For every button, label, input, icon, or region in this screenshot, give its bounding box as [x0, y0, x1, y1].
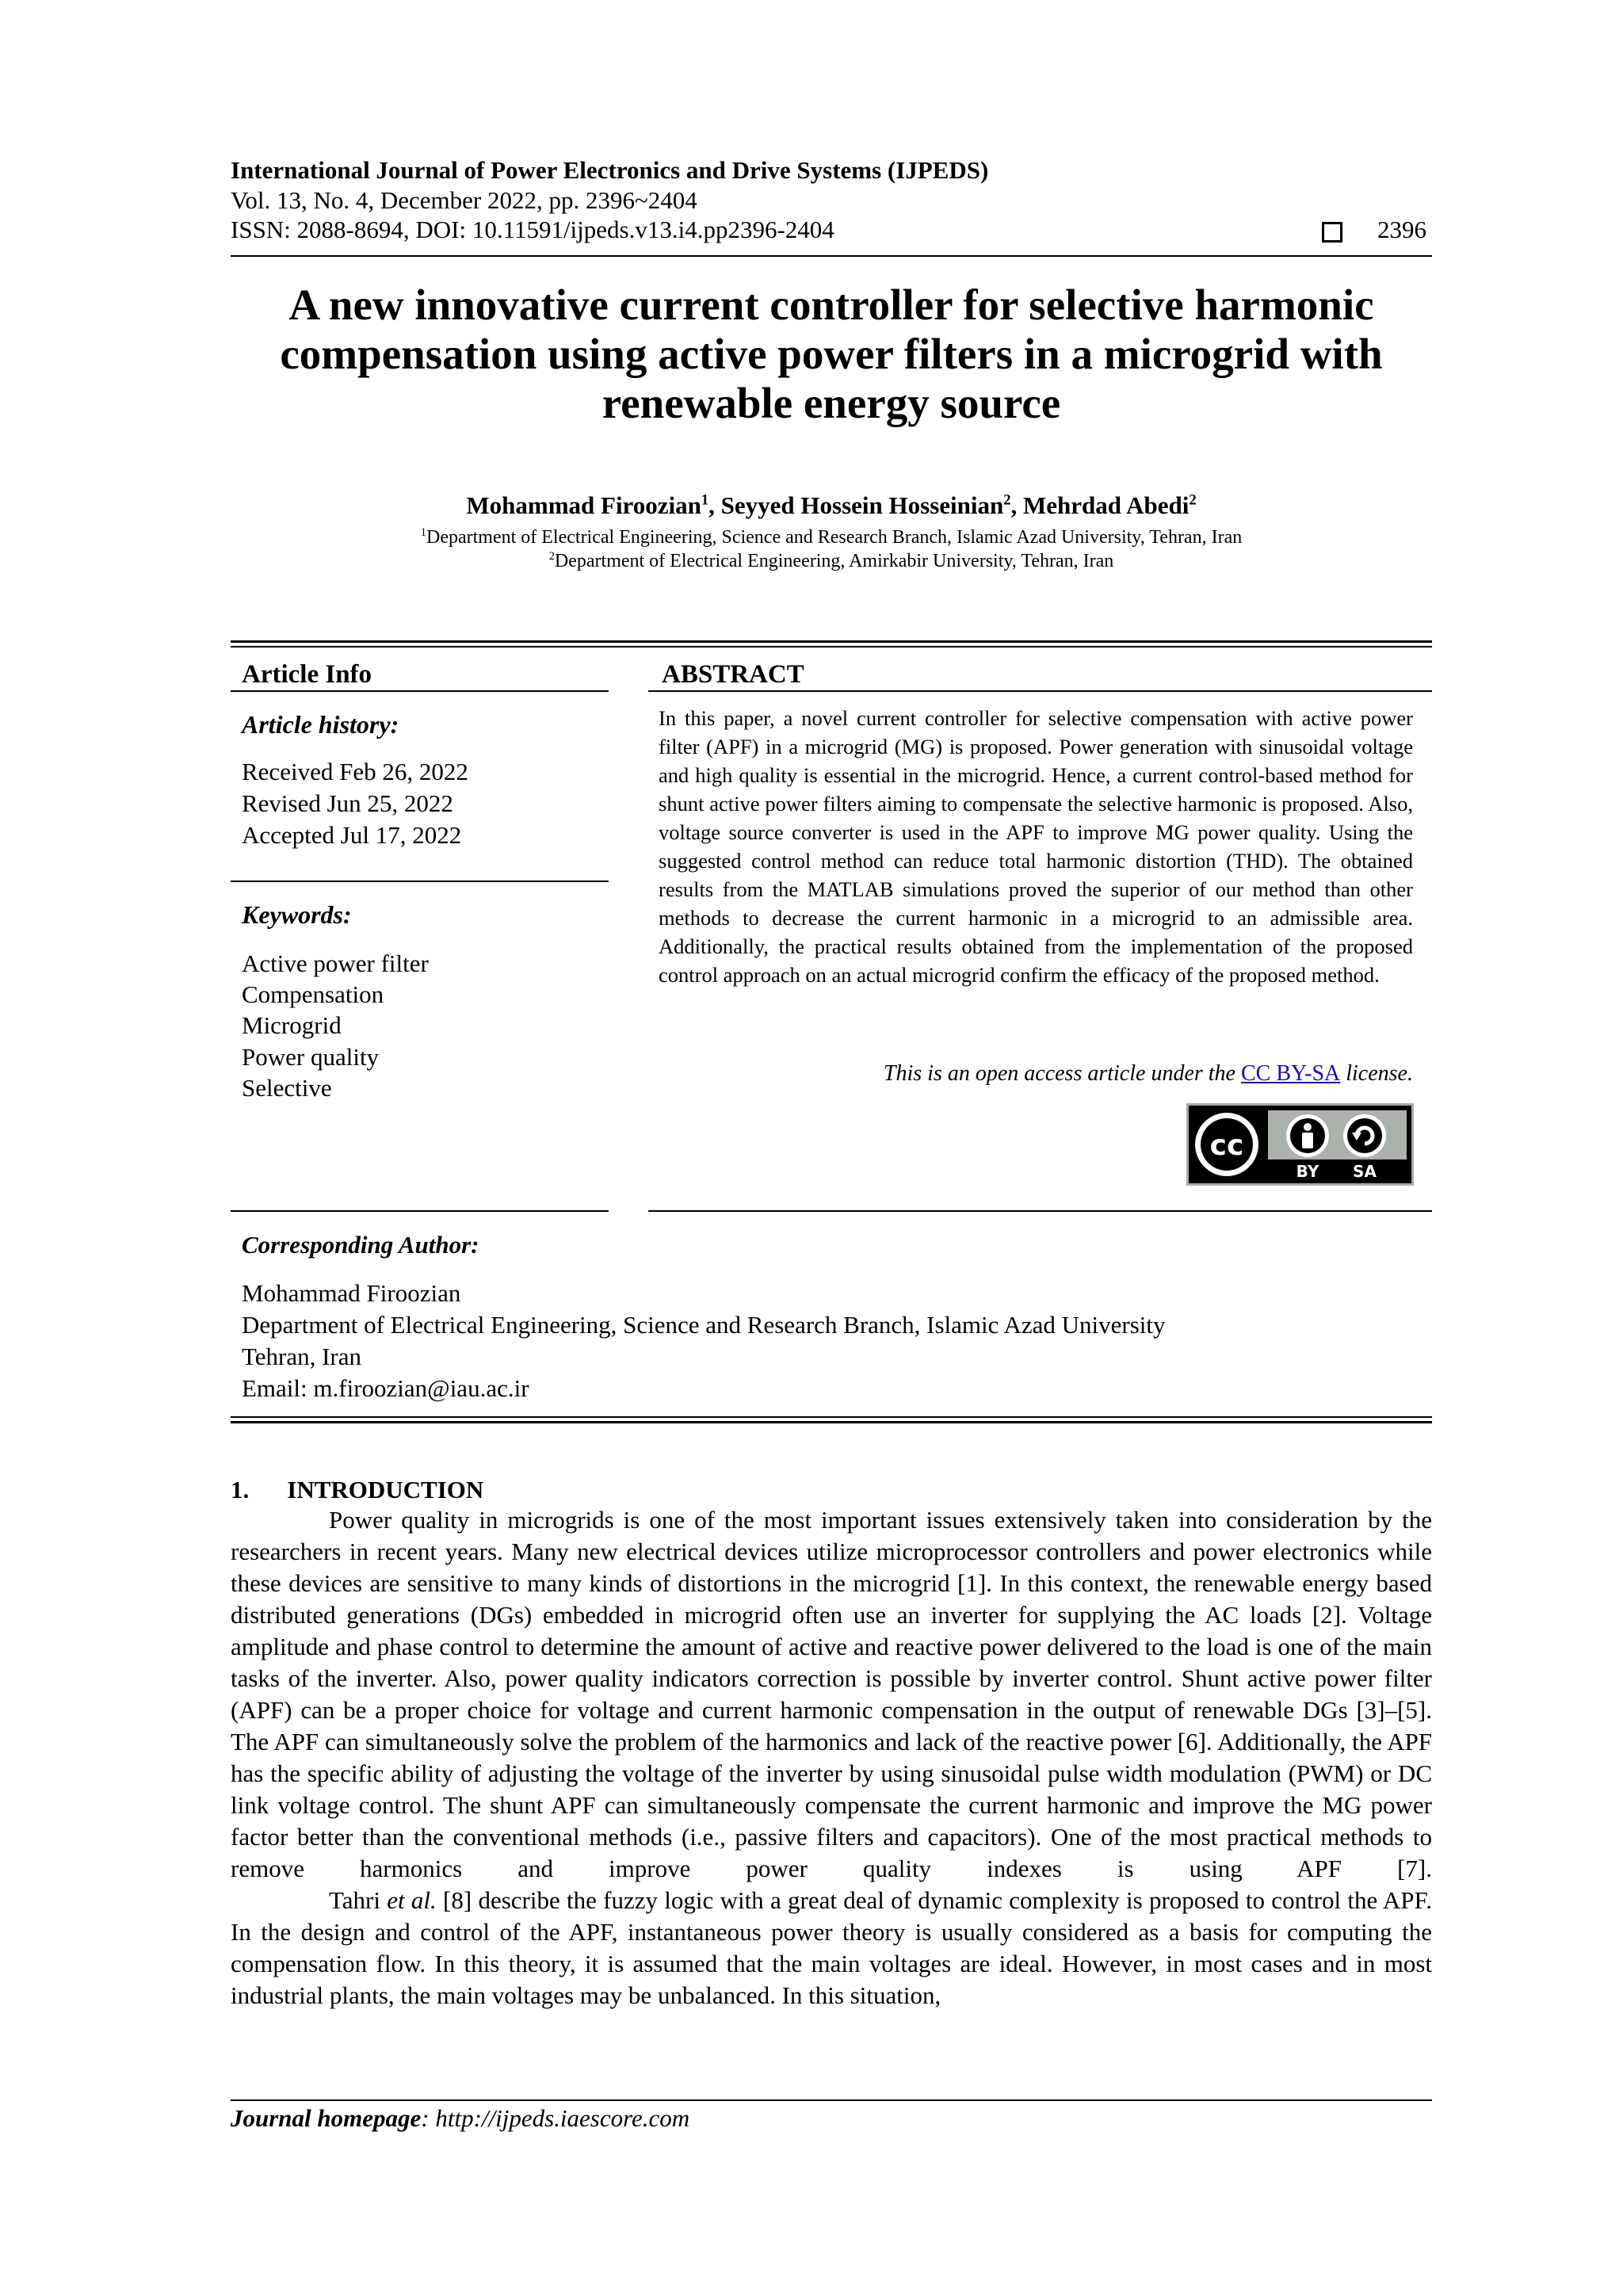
- footer-rule: [231, 2099, 1432, 2101]
- title-line: A new innovative current controller for selective harmonic: [288, 281, 1374, 329]
- section-title: INTRODUCTION: [287, 1476, 484, 1503]
- homepage-label: Journal homepage: [231, 2104, 422, 2132]
- keyword: Microgrid: [242, 1011, 342, 1039]
- author-name: Mohammad Firoozian: [466, 491, 701, 519]
- homepage-separator: :: [421, 2104, 436, 2132]
- journal-homepage: [231, 2104, 689, 2133]
- corresponding-author-city: Tehran, Iran: [242, 1343, 362, 1370]
- article-history-label: Article history:: [242, 710, 399, 739]
- affiliation: [231, 525, 1432, 549]
- title-line: renewable energy source: [601, 379, 1061, 427]
- history-received: Received Feb 26, 2022: [242, 758, 468, 785]
- author-name: Mehrdad Abedi: [1023, 491, 1190, 519]
- license-prefix: This is an open access article under the: [883, 1061, 1241, 1086]
- abstract-rule: [648, 690, 1432, 692]
- author-name: Seyyed Hossein Hosseinian: [720, 491, 1004, 519]
- keywords-rule: [231, 881, 609, 882]
- page-number: 2396: [1377, 216, 1426, 243]
- cc-by-sa-link[interactable]: CC BY-SA: [1240, 1061, 1341, 1086]
- license-suffix: license.: [1340, 1061, 1413, 1086]
- volume-line: Vol. 13, No. 4, December 2022, pp. 2396~2404: [231, 186, 697, 214]
- abstract-text: In this paper, a novel current controller for selective compensation with active power filter (APF) in a microgrid (MG) is proposed. Power generation with sinusoidal voltage and high quality is essential in the microgrid. Hence, a current control-based method for shunt active power filters aiming to compensate the selective harmonic is proposed. Also, voltage source converter is used in the APF to improve MG power quality. Using the suggested control method can reduce total harmonic distortion (THD). The obtained results from the MATLAB simulations proved the superior of our method than other methods to decrease the current harmonic in a microgrid to an admissible area. Additionally, the practical results obtained from the implementation of the proposed control approach on an actual microgrid confirm the efficacy of the proposed method.: [659, 706, 1413, 987]
- cc-sa-label: SA: [1353, 1162, 1377, 1181]
- info-box-bottom-rule: [231, 1416, 1432, 1418]
- open-access-statement: [659, 1060, 1413, 1088]
- section-heading: [231, 1476, 483, 1504]
- info-box-top-rule-inner: [231, 646, 1432, 648]
- cc-license-icon: [1189, 1106, 1411, 1183]
- info-box-top-rule: [231, 640, 1432, 643]
- cc-symbol: cc: [1209, 1129, 1244, 1162]
- cc-by-label: BY: [1296, 1162, 1319, 1181]
- info-column-bottom-rule: [231, 1210, 609, 1212]
- author-affiliation-mark: 2: [1003, 491, 1011, 509]
- keywords-label: Keywords:: [242, 900, 352, 929]
- affiliation-mark: 1: [420, 526, 426, 539]
- author-affiliation-mark: 2: [1189, 491, 1197, 509]
- keyword: Power quality: [242, 1043, 380, 1071]
- affiliation-text: Department of Electrical Engineering, Amirkabir University, Tehran, Iran: [554, 551, 1114, 571]
- author-list: [231, 491, 1432, 520]
- affiliation-mark: 2: [548, 550, 555, 563]
- cited-author: Tahri: [329, 1886, 388, 1914]
- history-accepted: Accepted Jul 17, 2022: [242, 821, 462, 849]
- author-affiliation-mark: 1: [701, 491, 709, 509]
- body-paragraph: Power quality in microgrids is one of the most important issues extensively taken into consideration by the researchers in recent years. Many new electrical devices utilize microprocessor controllers and power electronics while these devices are sensitive to many kinds of distortions in the microgrid [1]. In this context, the renewable energy based distributed generations (DGs) embedded in microgrid often use an inverter for supplying the AC loads [2]. Voltage amplitude and phase control to determine the amount of active and reactive power delivered to the load is one of the main tasks of the inverter. Also, power quality indicators correction is possible by inverter control. Shunt active power filter (APF) can be a proper choice for voltage and current harmonic compensation in the output of renewable DGs [3]‒[5]. The APF can simultaneously solve the problem of the harmonics and lack of the reactive power [6]. Additionally, the APF has the specific ability of adjusting the voltage of the inverter by using sinusoidal pulse width modulation (PWM) or DC link voltage control. The shunt APF can simultaneously compensate the current harmonic and improve the MG power factor better than the conventional methods (i.e., passive filters and capacitors). One of the most practical methods to remove harmonics and improve power quality indexes is using APF [7].: [231, 1506, 1432, 1882]
- info-box-bottom-rule-outer: [231, 1421, 1432, 1423]
- paper-title: [231, 281, 1432, 428]
- header-rule: [231, 255, 1432, 257]
- corresponding-author-label: Corresponding Author:: [242, 1231, 479, 1259]
- affiliation: [231, 549, 1432, 573]
- article-info-heading: Article Info: [242, 660, 372, 689]
- corresponding-author-email: Email: m.firoozian@iau.ac.ir: [242, 1374, 529, 1402]
- keyword: Compensation: [242, 980, 384, 1008]
- corresponding-author-dept: Department of Electrical Engineering, Science and Research Branch, Islamic Azad University: [242, 1311, 1166, 1339]
- abstract-heading: ABSTRACT: [662, 660, 804, 689]
- article-info-rule: [231, 690, 609, 692]
- cc-by-sa-badge: [1186, 1103, 1414, 1186]
- corresponding-author-name: Mohammad Firoozian: [242, 1279, 461, 1307]
- body-paragraph: [231, 1885, 1432, 2011]
- paragraph-text: [8] describe the fuzzy logic with a great deal of dynamic complexity is proposed to control the APF. In the design and control of the APF, instantaneous power theory is usually considered as a basis for computing the compensation flow. In this theory, it is assumed that the main voltages are ideal. However, in most cases and in most industrial plants, the main voltages may be unbalanced. In this situation,: [231, 1886, 1432, 2009]
- page-box-icon: [1322, 222, 1342, 243]
- keyword: Selective: [242, 1074, 332, 1102]
- et-al: et al.: [387, 1886, 437, 1914]
- author-separator: ,: [1010, 491, 1024, 519]
- journal-name: International Journal of Power Electronics and Drive Systems (IJPEDS): [231, 156, 989, 184]
- section-body: [231, 1504, 1432, 2011]
- history-revised: Revised Jun 25, 2022: [242, 789, 453, 817]
- affiliation-text: Department of Electrical Engineering, Science and Research Branch, Islamic Azad University, Tehran, Iran: [426, 527, 1243, 548]
- section-number: 1.: [231, 1476, 250, 1503]
- abstract-bottom-rule: [648, 1210, 1432, 1212]
- homepage-url[interactable]: http://ijpeds.iaescore.com: [435, 2104, 690, 2132]
- keyword: Active power filter: [242, 949, 429, 977]
- issn-doi-line: ISSN: 2088-8694, DOI: 10.11591/ijpeds.v13.i4.pp2396-2404: [231, 216, 834, 243]
- author-separator: ,: [708, 491, 721, 519]
- title-line: compensation using active power filters in a microgrid with: [280, 330, 1383, 378]
